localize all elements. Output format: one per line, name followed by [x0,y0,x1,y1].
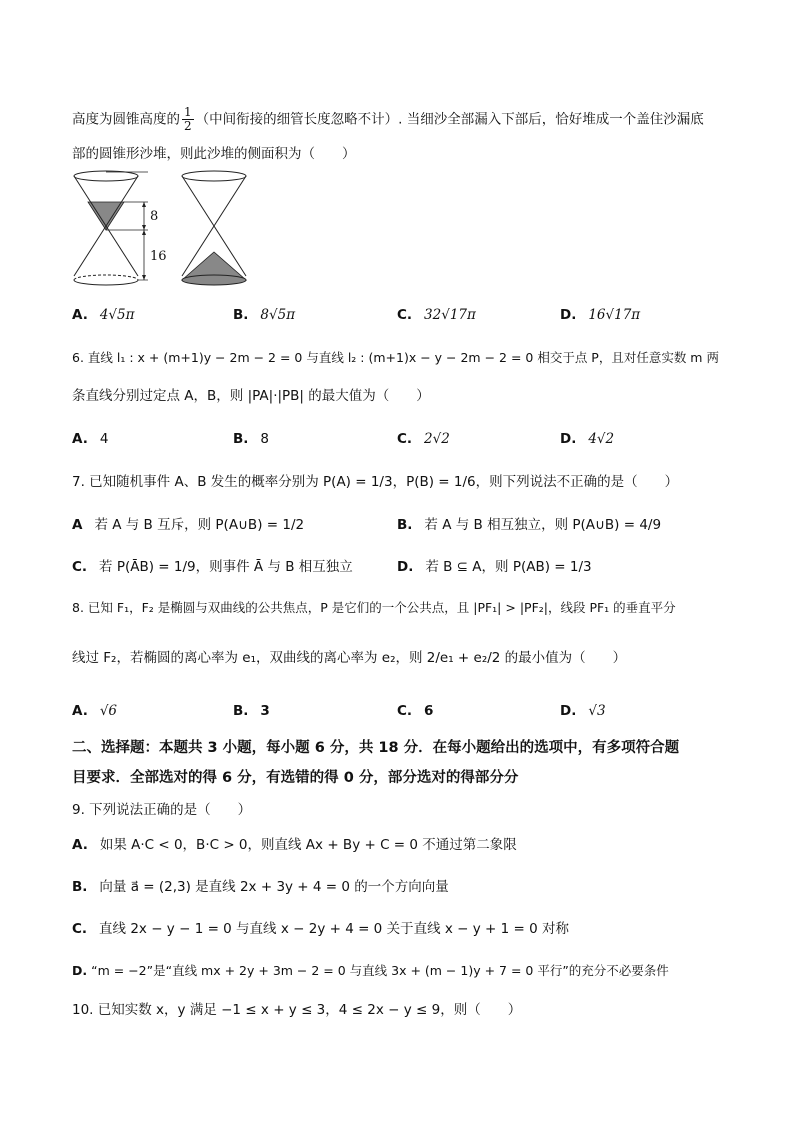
option-text: 4√2 [588,431,615,447]
option-text: 32√17π [424,307,476,323]
option-label: C. [397,431,413,447]
option-label: C. [72,921,88,937]
option-text: 若 B ⊆ A，则 P(AB) = 1/3 [425,559,592,575]
q7-option-a[interactable] [72,514,304,536]
intro-text-after: （中间衔接的细管长度忽略不计）. 当细沙全部漏入下部后，恰好堆成一个盖住沙漏底 [195,111,704,128]
q5-option-a[interactable] [72,304,134,326]
option-text: 4√5π [99,307,135,323]
intro-line-1 [72,106,704,133]
option-text: 若 P(ĀB) = 1/9，则事件 Ā 与 B 相互独立 [99,559,353,575]
q5-option-c[interactable] [397,304,476,326]
option-label: A. [72,703,88,719]
section2-heading-line-1: 二、选择题：本题共 3 小题，每小题 6 分，共 18 分．在每小题给出的选项中，有多项符合题 [72,740,680,756]
right-hourglass [182,171,246,285]
option-label: B. [233,431,249,447]
option-label: D. [72,963,88,978]
q9-stem: 9. 下列说法正确的是（ ） [72,802,252,818]
option-text: 若 A 与 B 相互独立，则 P(A∪B) = 4/9 [424,517,662,533]
option-text: 3 [260,703,270,719]
option-text: 4 [99,431,109,447]
section2-heading-line-2: 目要求．全部选对的得 6 分，有选错的得 0 分，部分选对的得部分分 [72,770,519,786]
hourglass-figure [68,168,268,288]
option-text: “m = −2”是“直线 mx + 2y + 3m − 2 = 0 与直线 3x + (m − 1)y + 7 = 0 平行”的充分不必要条件 [91,963,669,978]
q8-line-1: 8. 已知 F₁，F₂ 是椭圆与双曲线的公共焦点，P 是它们的一个公共点，且 |PF₁| > |PF₂|，线段 PF₁ 的垂直平分 [72,600,676,615]
option-label: D. [560,431,577,447]
option-label: B. [233,307,249,323]
option-text: √6 [99,703,118,719]
intro-text-before: 高度为圆锥高度的 [72,111,180,128]
option-label: A. [72,431,88,447]
q6-option-a[interactable] [72,428,108,450]
intro-line-2: 部的圆锥形沙堆，则此沙堆的侧面积为（ ） [72,146,356,162]
q6-option-b[interactable] [233,428,269,450]
q9-option-d[interactable] [72,960,669,982]
q6-option-d[interactable] [560,428,614,450]
q7-option-d[interactable] [397,556,592,578]
option-label: C. [397,307,413,323]
q8-option-b[interactable] [233,700,270,722]
option-label: D. [397,559,414,575]
option-label: B. [233,703,249,719]
fraction-denominator: 2 [184,119,192,133]
option-text: 6 [424,703,434,719]
q5-option-d[interactable] [560,304,640,326]
option-text: 2√2 [424,431,450,447]
option-label: A [72,517,83,533]
q10-stem: 10. 已知实数 x，y 满足 −1 ≤ x + y ≤ 3，4 ≤ 2x − y ≤ 9，则（ ） [72,1002,522,1018]
q7-stem: 7. 已知随机事件 A、B 发生的概率分别为 P(A) = 1/3，P(B) = 1/6，则下列说法不正确的是（ ） [72,474,679,490]
option-text: 16√17π [588,307,641,323]
q9-option-b[interactable] [72,876,449,898]
option-text: √3 [588,703,606,719]
q8-option-a[interactable] [72,700,117,722]
option-label: D. [560,307,577,323]
q6-option-c[interactable] [397,428,450,450]
option-label: A. [72,307,88,323]
intro-fraction [182,106,194,133]
label-16: 16 [150,249,167,264]
option-label: C. [397,703,413,719]
option-label: A. [72,837,88,853]
q6-line-2: 条直线分别过定点 A，B，则 |PA|·|PB| 的最大值为（ ） [72,388,430,404]
fraction-numerator: 1 [184,105,192,119]
left-hourglass [74,171,167,285]
option-label: B. [397,517,413,533]
label-8: 8 [150,209,159,224]
option-text: 直线 2x − y − 1 = 0 与直线 x − 2y + 4 = 0 关于直线 x − y + 1 = 0 对称 [99,921,569,937]
q5-option-b[interactable] [233,304,295,326]
q6-line-1: 6. 直线 l₁ : x + (m+1)y − 2m − 2 = 0 与直线 l₂ : (m+1)x − y − 2m − 2 = 0 相交于点 P，且对任意实数 m 两 [72,350,719,365]
option-text: 若 A 与 B 互斥，则 P(A∪B) = 1/2 [94,517,305,533]
q9-option-a[interactable] [72,834,517,856]
option-label: B. [72,879,88,895]
q7-option-b[interactable] [397,514,661,536]
q7-option-c[interactable] [72,556,353,578]
option-text: 8√5π [260,307,296,323]
q8-option-c[interactable] [397,700,433,722]
option-text: 8 [260,431,270,447]
option-text: 向量 a⃗ = (2,3) 是直线 2x + 3y + 4 = 0 的一个方向向量 [99,879,449,895]
option-text: 如果 A·C < 0，B·C > 0，则直线 Ax + By + C = 0 不通过第二象限 [99,837,517,853]
q9-option-c[interactable] [72,918,569,940]
option-label: C. [72,559,88,575]
option-label: D. [560,703,577,719]
q8-line-2: 线过 F₂，若椭圆的离心率为 e₁，双曲线的离心率为 e₂，则 2/e₁ + e₂/2 的最小值为（ ） [72,650,627,666]
q8-option-d[interactable] [560,700,606,722]
